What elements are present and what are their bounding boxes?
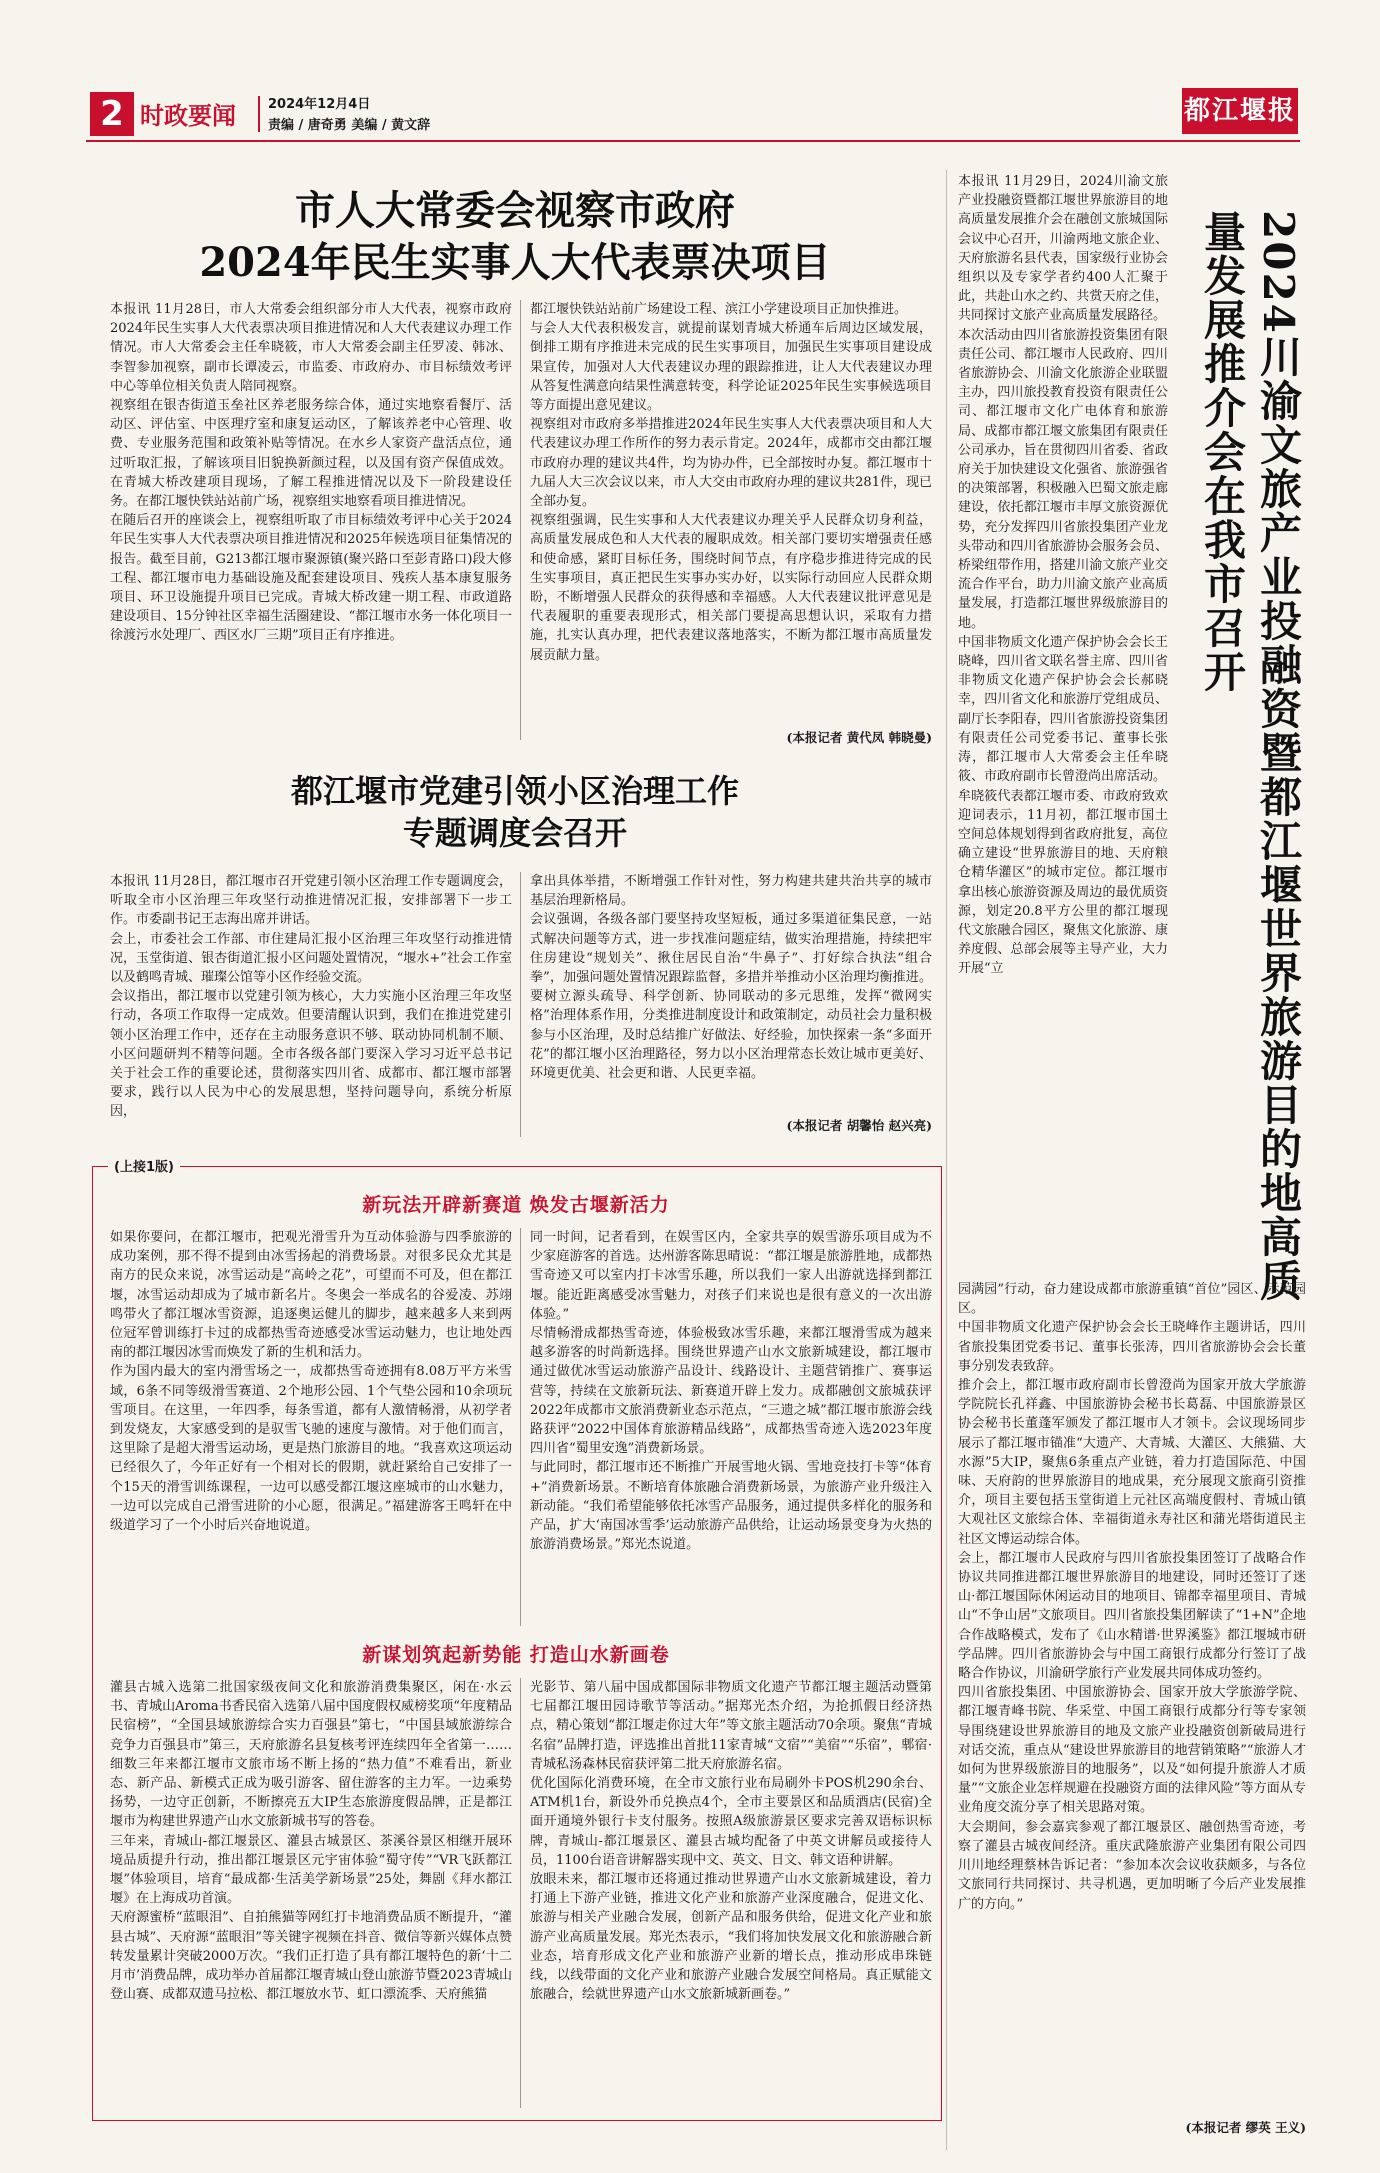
article2-col2: 拿出具体举措，不断增强工作针对性，努力构建共建共治共享的城市基层治理新格局。 会议强调，各级各部门要坚持攻坚短板，通过多渠道征集民意，一站式解决问题等方式，进一步找准问题症结，做实治理措施，持续把牢住房建设“规划关”、揪住居民自治“牛鼻子”、打好综合执法“组合拳”，加强问题处置情况跟踪监督，多措并举推动小区治理均衡推进。要树立源头疏导、科学创新、协同联动的多元思维，发挥“微网实格”治理体系作用，分类推进制度设计和政策制定，动员社会力量积极参与小区治理，及时总结推广好做法、好经验，加快探索一条“多面开花”的都江堰小区治理路径，努力以小区治理常态长效让城市更美好、环境更优美、社会更和谐、人民更幸福。	[530, 874, 932, 1082]
section-title: 时政要闻	[140, 102, 236, 130]
continued-tag: (上接1版)	[108, 1156, 180, 1175]
column-rule	[520, 300, 521, 740]
page-number: 2	[90, 92, 134, 136]
section1-col1: 如果你要问，在都江堰市，把观光滑雪升为互动体验游与四季旅游的成功案例，那不得不提到由冰雪扬起的消费场景。对很多民众尤其是南方的民众来说，冰雪运动是“高岭之花”，可望而不可及，但在都江堰，冰雪运动却成为了城市新名片。冬奥会一举成名的谷爱凌、苏翊鸣带火了都江堰冰雪资源，追逐奥运健儿的脚步，越来越多人来到两位冠军曾训练打卡过的成都热雪奇迹感受冰雪运动魅力，也让地处西南的都江堰因冰雪而焕发了新的生机和活力。 作为国内最大的室内滑雪场之一，成都热雪奇迹拥有8.08万平方米雪域，6条不同等级滑雪赛道、2个地形公园、1个气垫公园和10余项玩雪项目。在这里，一年四季，每条雪道，都有人激情畅滑，从初学者到发烧友，大家感受到的是驭雪飞驰的速度与激情。对于他们而言，这里除了是超大滑雪运动场，更是热门旅游目的地。“我喜欢这项运动已经很久了，今年正好有一个相对长的假期，就赶紧给自己安排了一个15天的滑雪训练课程，一边可以感受都江堰这座城市的山水魅力，一边可以完成自己滑雪进阶的小心愿，很满足。”福建游客王鸣轩在中级道学习了一个小时后兴奋地说道。	[110, 1230, 512, 1534]
article1-title-line2: 2024年民生实事人大代表票决项目	[199, 239, 831, 286]
article3-wide-col: 园满园”行动，奋力建设成都市旅游重镇“首位”园区、示范园区。 中国非物质文化遗产保护协会会长王晓峰作主题讲话，四川省旅投集团党委书记、董事长张涛，四川省旅游协会会长董事分别发表致辞。 推介会上，都江堰市政府副市长曾澄尚为国家开放大学旅游学院院长孔祥鑫、中国旅游协会秘书长葛磊、中国旅游景区协会秘书长董蓬军颁发了都江堰市人才领卡。会议现场同步展示了都江堰市锚准“大遗产、大青城、大灌区、大熊猫、大水源”5大IP，聚焦6条重点产业链，着力打造国际范、中国味、天府韵的世界旅游目的地成果，充分展现文旅商引资推介，项目主要包括玉堂街道上元社区高端度假村、青城山镇大观社区文旅综合体、幸福街道永寿社区和蒲光塔街道民主社区文博运动综合体。 会上，都江堰市人民政府与四川省旅投集团签订了战略合作协议共同推进都江堰世界旅游目的地建设，同时还签订了迷山·都江堰国际休闲运动目的地项目、锦都幸福里项目、青城山“不争山居”文旅项目。四川省旅投集团解读了“1+N”企地合作战略模式，发布了《山水精谱·世界溪鉴》都江堰城市研学品牌。四川省旅游协会与中国工商银行成都分行签订了战略合作协议，川渝研学旅行产业发展共同体成功签约。 四川省旅投集团、中国旅游协会、国家开放大学旅游学院、都江堰青峰书院、华采堂、中国工商银行成都分行等专家领导围绕建设世界旅游目的地及文旅产业投融资创新破局进行对话交流，重点从“建设世界旅游目的地营销策略”“旅游人才如何为世界级旅游目的地服务”，以及“如何提升旅游人才质量”“文旅企业怎样规避在投融资方面的法律风险”等方面从专业角度交流分享了相关思路对策。 大会期间，参会嘉宾参观了都江堰景区、融创热雪奇迹，考察了灌县古城夜间经济。重庆武隆旅游产业集团有限公司四川川地经理蔡林告诉记者：“参加本次会议收获颇多，与各位文旅同行共同探讨、共寻机遇，更加明晰了今后产业发展推广的方向。”	[958, 1282, 1306, 1912]
section1-col2: 同一时间，记者看到，在娱雪区内，全家共享的娱雪游乐项目成为不少家庭游客的首选。达州游客陈思晴说：“都江堰是旅游胜地，成都热雪奇迹又可以室内打卡冰雪乐趣，所以我们一家人出游就选择到都江堰。能近距离感受冰雪魅力，对孩子们来说也是很有意义的一次出游体验。” 尽情畅滑成都热雪奇迹，体验极致冰雪乐趣，来都江堰滑雪成为越来越多游客的时尚新选择。围绕世界遗产山水文旅新城建设，都江堰市通过做优冰雪运动旅游产品设计、线路设计、主题营销推广、赛事运营等，持续在文旅新玩法、新赛道开辟上发力。成都融创文旅城获评2022年成都市文旅消费新业态示范点，“三遗之城”都江堰市旅游会线路获评“2022中国体育旅游精品线路”，成都热雪奇迹入选2023年度四川省“蜀里安逸”消费新场景。 与此同时，都江堰市还不断推广开展雪地火锅、雪地竞技打卡等“体育+”消费新场景。不断培育体旅融合消费新场景，为旅游产业升级注入新动能。“我们希望能够依托冰雪产品服务，通过提供多样化的服务和产品，扩大‘南国冰雪季’运动旅游产品供给，让运动场景变身为火热的旅游消费场景。”郑光杰说道。	[530, 1230, 932, 1553]
section2-col2: 光影节、第八届中国成都国际非物质文化遗产节都江堰主题活动暨第七届都江堰田园诗歌节等活动。”据郑光杰介绍，为抢抓假日经济热点，精心策划“都江堰走你过大年”等文旅主题活动70余项。聚焦“青城名宿”品牌打造，评选推出首批11家青城“文宿”“美宿”“乐宿”，郫宿·青城私汤森林民宿获评第二批天府旅游名宿。 优化国际化消费环境，在全市文旅行业布局刷外卡POS机290余台、ATM机1台，新设外币兑换点4个，全市主要景区和品质酒店(民宿)全面开通境外银行卡支付服务。按照A级旅游景区要求完善双语标识标牌，青城山-都江堰景区、灌县古城均配备了中英文讲解员或接待人员，1100台语音讲解器实现中文、英文、日文、韩文语种讲解。 放眼未来，都江堰市还将通过推动世界遗产山水文旅新城建设，着力打通上下游产业链，推进文化产业和旅游产业深度融合，促进文化、旅游与相关产业融合发展，创新产品和服务供给，促进文化产业和旅游产业高质量发展。郑光杰表示，“我们将加快发展文化和旅游融合新业态，培育形成文化产业和旅游产业新的增长点，推动形成串珠链线，以线带面的文化产业和旅游产业融合发展空间格局。真正赋能文旅融合，绘就世界遗产山水文旅新城新画卷。”	[530, 1680, 932, 2003]
article3-credit: (本报记者 缪英 王义)	[1185, 2120, 1306, 2135]
page-column-rule	[946, 170, 947, 2150]
column-rule	[520, 872, 521, 1137]
article2-col1: 本报讯 11月28日，都江堰市召开党建引领小区治理工作专题调度会，听取全市小区治理三年攻坚行动推进情况汇报，安排部署下一步工作。市委副书记王志海出席并讲话。 会上，市委社会工作部、市住建局汇报小区治理三年攻坚行动推进情况，玉堂街道、银杏街道汇报小区问题处置情况，“堰水+”社会工作室以及鹤鸣青城、璀璨公馆等小区作经验交流。 会议指出，都江堰市以党建引领为核心，大力实施小区治理三年攻坚行动，各项工作取得一定成效。但要清醒认识到，我们在推进党建引领小区治理工作中，还存在主动服务意识不够、联动协同机制不顺、小区问题研判不精等问题。全市各级各部门要深入学习习近平总书记关于社会工作的重要论述，贯彻落实四川省、成都市、都江堰市部署要求，践行以人民为中心的发展思想，坚持问题导向，系统分析原因，	[110, 874, 512, 1120]
article2-credit: (本报记者 胡馨怡 赵兴亮)	[786, 1118, 932, 1133]
article2-title-line1: 都江堰市党建引领小区治理工作	[290, 772, 739, 810]
header-separator	[258, 96, 260, 132]
editors-line: 责编 / 唐奇勇 美编 / 黄文辞	[268, 118, 431, 133]
column-rule	[520, 1228, 521, 1626]
article1-col1: 本报讯 11月28日，市人大常委会组织部分市人大代表，视察市政府2024年民生实事人大代表票决项目推进情况和人大代表建议办理工作情况。市人大常委会主任牟晓筱，市人大常委会副主任罗凌、韩冰、李智参加视察，副市长谭凌云，市监委、市政府办、市目标绩效考评中心等单位相关负责人陪同视察。 视察组在银杏街道玉垒社区养老服务综合体，通过实地察看餐厅、活动区、评估室、中医理疗室和康复运动区，了解该养老中心管理、收费、专业服务范围和政策补贴等情况。在水乡人家资产盘活点位，通过听取汇报，了解该项目旧貌换新颜过程，以及国有资产保值成效。在青城大桥改建项目现场，了解工程推进情况以及下一阶段建设任务。在都江堰快铁站站前广场，视察组实地察看项目推进情况。 在随后召开的座谈会上，视察组听取了市目标绩效考评中心关于2024年民生实事人大代表票决项目推进情况和2025年候选项目征集情况的报告。截至目前，G213都江堰市聚源镇(聚兴路口至彭青路口)段大修工程、都江堰市电力基础设施及配套建设项目、残疾人基本康复服务项目、环卫设施提升项目已完成。青城大桥改建一期工程、市政道路建设项目、15分钟社区幸福生活圈建设、“都江堰市水务一体化项目一徐渡污水处理厂、西区水厂三期”项目正有序推进。	[110, 302, 512, 644]
article1-credit: (本报记者 黄代凤 韩晓曼)	[786, 730, 932, 745]
article3-narrow-col: 本报讯 11月29日，2024川渝文旅产业投融资暨都江堰世界旅游目的地高质量发展推介会在融创文旅城国际会议中心召开，川渝两地文旅企业、天府旅游名县代表，国家级行业协会组织以及专家学者约400人汇聚于此，共赴山水之约、共赏天府之佳，共同探讨文旅产业高质量发展路径。 本次活动由四川省旅游投资集团有限责任公司、都江堰市人民政府、四川省旅游协会、川渝文化旅游企业联盟主办，四川旅投教育投资有限责任公司、都江堰市文化广电体育和旅游局、成都市都江堰文旅集团有限责任公司承办，旨在贯彻四川省委、省政府关于加快建设文化强省、旅游强省的决策部署，积极融入巴蜀文旅走廊建设，依托都江堰市丰厚文旅资源优势，充分发挥四川省旅投集团产业龙头带动和四川省旅游协会服务会员、桥梁纽带作用，搭建川渝文旅产业交流合作平台，助力川渝文旅产业高质量发展，打造都江堰世界级旅游目的地。 中国非物质文化遗产保护协会会长王晓峰，四川省文联名誉主席、四川省非物质文化遗产保护协会会长郝晓幸，四川省文化和旅游厅党组成员、副厅长李阳春，四川省旅游投资集团有限责任公司党委书记、董事长张涛，都江堰市人大常委会主任牟晓筱、市政府副市长曾澄尚出席活动。 牟晓筱代表都江堰市委、市政府致欢迎词表示，11月初，都江堰市国土空间总体规划得到省政府批复，高位确立建设“世界旅游目的地、天府粮仓精华灌区”的城市定位。都江堰市拿出核心旅游资源及周边的最优质资源，划定20.8平方公里的都江堰现代文旅融合园区，聚焦文化旅游、康养度假、总部会展等主导产业，大力开展“立	[958, 174, 1168, 977]
article2-title-line2: 专题调度会召开	[402, 814, 627, 852]
subhead-2: 新谋划筑起新势能 打造山水新画卷	[362, 1644, 670, 1666]
header-rule	[86, 140, 1300, 142]
article3-vertical-title: 2024川渝文旅产业投融资暨都江堰世界旅游目的地高质量发展推介会在我市召开	[1198, 210, 1303, 1303]
section2-col1: 灌县古城入选第二批国家级夜间文化和旅游消费集聚区，闲在·水云书、青城山Aroma书香民宿入选第八届中国度假权威榜奖项“年度精品民宿榜”，“全国县域旅游综合实力百强县”第七，“中国县域旅游综合竞争力百强县市”第三，天府旅游名县复核考评连续四年全省第一……细数三年来都江堰市文旅市场不断上扬的“热力值”不难看出，新业态、新产品、新模式正成为吸引游客、留住游客的主力军。一边乘势扬势，一边守正创新，不断擦亮五大IP生态旅游度假品牌，正是都江堰市为构建世界遗产山水文旅新城书写的答卷。 三年来，青城山-都江堰景区、灌县古城景区、茶溪谷景区相继开展环境品质提升行动，推出都江堰景区元宇宙体验“蜀守传”“VR飞跃都江堰”体验项目，培育“最成都·生活美学新场景”25处，舞剧《拜水都江堰》在上海成功首演。 天府源蜜桥“蓝眼泪”、自拍熊猫等网红打卡地消费品质不断提升，“灌县古城”、天府源“蓝眼泪”等关键字视频在抖音、微信等新兴媒体点赞转发量累计突破2000万次。“我们正打造了具有都江堰特色的新‘十二月市’消费品牌，成功举办首届都江堰青城山登山旅游节暨2023青城山登山赛、成都双遗马拉松、都江堰放水节、虹口漂流季、天府熊猫	[110, 1680, 512, 2003]
column-rule	[520, 1678, 521, 2108]
issue-date: 2024年12月4日	[268, 97, 371, 112]
article1-col2: 都江堰快铁站站前广场建设工程、滨江小学建设项目正加快推进。 与会人大代表积极发言，就提前谋划青城大桥通车后周边区域发展，倒排工期有序推进未完成的民生实事项目，加强民生实事项目建设成果宣传，加强对人大代表建议办理的跟踪推进，让人大代表建议办理从答复性满意向结果性满意转变，科学论证2025年民生实事候选项目等方面提出意见建议。 视察组对市政府多举措推进2024年民生实事人大代表票决项目和人大代表建议办理工作所作的努力表示肯定。2024年，成都市交由都江堰市政府办理的建议共4件，均为协办件，已全部按时办复。都江堰市十九届人大三次会议以来，市人大交由市政府办理的建议共281件，现已全部办复。 视察组强调，民生实事和人大代表建议办理关乎人民群众切身利益，高质量发展成色和人大代表的履职成效。相关部门要切实增强责任感和使命感，紧盯目标任务，围绕时间节点，有序稳步推进待完成的民生实事项目，真正把民生实事办实办好，以实际行动回应人民群众期盼，不断增强人民群众的获得感和幸福感。人大代表建议批评意见是代表履职的重要表现形式，相关部门要提高思想认识，采取有力措施，扎实认真办理，把代表建议落地落实，不断为都江堰市高质量发展贡献力量。	[530, 302, 932, 663]
newspaper-logo: 都江堰报	[1182, 88, 1298, 134]
article1-title-line1: 市人大常委会视察市政府	[295, 187, 735, 234]
subhead-1: 新玩法开辟新赛道 焕发古堰新活力	[362, 1194, 670, 1216]
